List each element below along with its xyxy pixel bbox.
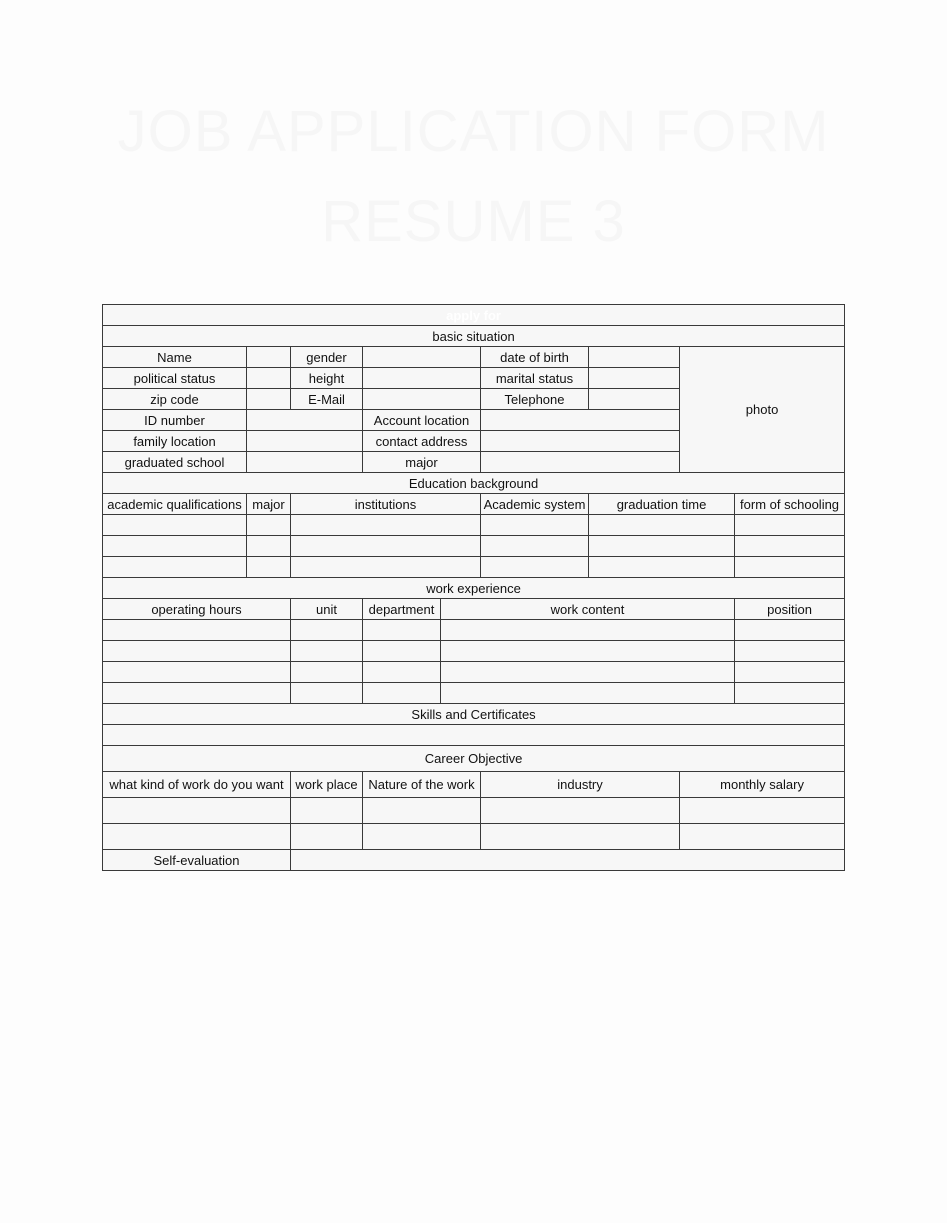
career-header-industry: industry xyxy=(481,772,680,798)
work-cell[interactable] xyxy=(441,620,735,641)
work-cell[interactable] xyxy=(363,641,441,662)
field-major[interactable] xyxy=(481,452,680,473)
edu-header-graduation-time: graduation time xyxy=(589,494,735,515)
edu-cell[interactable] xyxy=(103,515,247,536)
field-contact-address[interactable] xyxy=(481,431,680,452)
label-name: Name xyxy=(103,347,247,368)
career-header-work-place: work place xyxy=(291,772,363,798)
career-cell[interactable] xyxy=(363,798,481,824)
edu-cell[interactable] xyxy=(481,536,589,557)
self-evaluation-text-area[interactable] xyxy=(291,850,845,871)
section-basic-situation: basic situation xyxy=(103,326,845,347)
edu-row xyxy=(103,557,845,578)
work-row xyxy=(103,683,845,704)
work-cell[interactable] xyxy=(363,620,441,641)
edu-cell[interactable] xyxy=(735,515,845,536)
work-header-work-content: work content xyxy=(441,599,735,620)
career-cell[interactable] xyxy=(103,798,291,824)
work-cell[interactable] xyxy=(735,683,845,704)
work-cell[interactable] xyxy=(441,641,735,662)
label-email: E-Mail xyxy=(291,389,363,410)
field-telephone[interactable] xyxy=(589,389,680,410)
edu-cell[interactable] xyxy=(291,557,481,578)
skills-text-area[interactable] xyxy=(103,725,845,746)
photo-box[interactable]: photo xyxy=(680,347,845,473)
work-cell[interactable] xyxy=(291,662,363,683)
field-email[interactable] xyxy=(363,389,481,410)
field-name[interactable] xyxy=(247,347,291,368)
field-date-of-birth[interactable] xyxy=(589,347,680,368)
work-cell[interactable] xyxy=(441,683,735,704)
edu-cell[interactable] xyxy=(735,557,845,578)
career-header-nature-of-work: Nature of the work xyxy=(363,772,481,798)
edu-cell[interactable] xyxy=(103,536,247,557)
field-zip-code[interactable] xyxy=(247,389,291,410)
career-header-monthly-salary: monthly salary xyxy=(680,772,845,798)
work-header-unit: unit xyxy=(291,599,363,620)
section-education-background: Education background xyxy=(103,473,845,494)
edu-cell[interactable] xyxy=(291,536,481,557)
career-cell[interactable] xyxy=(680,824,845,850)
edu-cell[interactable] xyxy=(291,515,481,536)
career-row xyxy=(103,798,845,824)
label-height: height xyxy=(291,368,363,389)
career-header-kind-of-work: what kind of work do you want xyxy=(103,772,291,798)
edu-cell[interactable] xyxy=(247,515,291,536)
work-cell[interactable] xyxy=(103,662,291,683)
work-cell[interactable] xyxy=(441,662,735,683)
edu-cell[interactable] xyxy=(481,557,589,578)
edu-row xyxy=(103,515,845,536)
apply-for-header: apply for xyxy=(103,305,845,326)
label-account-location: Account location xyxy=(363,410,481,431)
label-political-status: political status xyxy=(103,368,247,389)
label-graduated-school: graduated school xyxy=(103,452,247,473)
work-cell[interactable] xyxy=(363,662,441,683)
edu-header-qualifications: academic qualifications xyxy=(103,494,247,515)
edu-header-institutions: institutions xyxy=(291,494,481,515)
application-form-table xyxy=(102,304,845,871)
label-family-location: family location xyxy=(103,431,247,452)
label-id-number: ID number xyxy=(103,410,247,431)
label-date-of-birth: date of birth xyxy=(481,347,589,368)
career-cell[interactable] xyxy=(363,824,481,850)
career-row xyxy=(103,824,845,850)
career-cell[interactable] xyxy=(680,798,845,824)
edu-header-form-of-schooling: form of schooling xyxy=(735,494,845,515)
section-career-objective: Career Objective xyxy=(103,746,845,772)
label-zip-code: zip code xyxy=(103,389,247,410)
edu-cell[interactable] xyxy=(103,557,247,578)
career-cell[interactable] xyxy=(481,798,680,824)
career-cell[interactable] xyxy=(291,798,363,824)
label-marital-status: marital status xyxy=(481,368,589,389)
section-work-experience: work experience xyxy=(103,578,845,599)
field-height[interactable] xyxy=(363,368,481,389)
work-header-operating-hours: operating hours xyxy=(103,599,291,620)
edu-cell[interactable] xyxy=(481,515,589,536)
field-graduated-school[interactable] xyxy=(247,452,363,473)
edu-cell[interactable] xyxy=(589,515,735,536)
work-cell[interactable] xyxy=(735,620,845,641)
work-header-department: department xyxy=(363,599,441,620)
field-gender[interactable] xyxy=(363,347,481,368)
work-cell[interactable] xyxy=(103,683,291,704)
career-cell[interactable] xyxy=(481,824,680,850)
work-cell[interactable] xyxy=(291,683,363,704)
label-telephone: Telephone xyxy=(481,389,589,410)
field-family-location[interactable] xyxy=(247,431,363,452)
work-header-position: position xyxy=(735,599,845,620)
edu-cell[interactable] xyxy=(589,536,735,557)
work-cell[interactable] xyxy=(735,641,845,662)
work-cell[interactable] xyxy=(363,683,441,704)
edu-cell[interactable] xyxy=(735,536,845,557)
work-cell[interactable] xyxy=(291,641,363,662)
field-political-status[interactable] xyxy=(247,368,291,389)
career-cell[interactable] xyxy=(103,824,291,850)
edu-cell[interactable] xyxy=(247,557,291,578)
work-cell[interactable] xyxy=(735,662,845,683)
work-row xyxy=(103,662,845,683)
edu-header-major: major xyxy=(247,494,291,515)
field-id-number[interactable] xyxy=(247,410,363,431)
work-cell[interactable] xyxy=(291,620,363,641)
page-title: JOB APPLICATION FORM xyxy=(117,99,830,164)
page-subtitle: RESUME 3 xyxy=(321,189,626,254)
work-cell[interactable] xyxy=(103,641,291,662)
label-self-evaluation: Self-evaluation xyxy=(103,850,291,871)
career-cell[interactable] xyxy=(291,824,363,850)
label-major: major xyxy=(363,452,481,473)
field-account-location[interactable] xyxy=(481,410,680,431)
label-gender: gender xyxy=(291,347,363,368)
edu-cell[interactable] xyxy=(589,557,735,578)
section-skills-certificates: Skills and Certificates xyxy=(103,704,845,725)
edu-row xyxy=(103,536,845,557)
work-cell[interactable] xyxy=(103,620,291,641)
edu-cell[interactable] xyxy=(247,536,291,557)
work-row xyxy=(103,620,845,641)
field-marital-status[interactable] xyxy=(589,368,680,389)
label-contact-address: contact address xyxy=(363,431,481,452)
work-row xyxy=(103,641,845,662)
edu-header-academic-system: Academic system xyxy=(481,494,589,515)
